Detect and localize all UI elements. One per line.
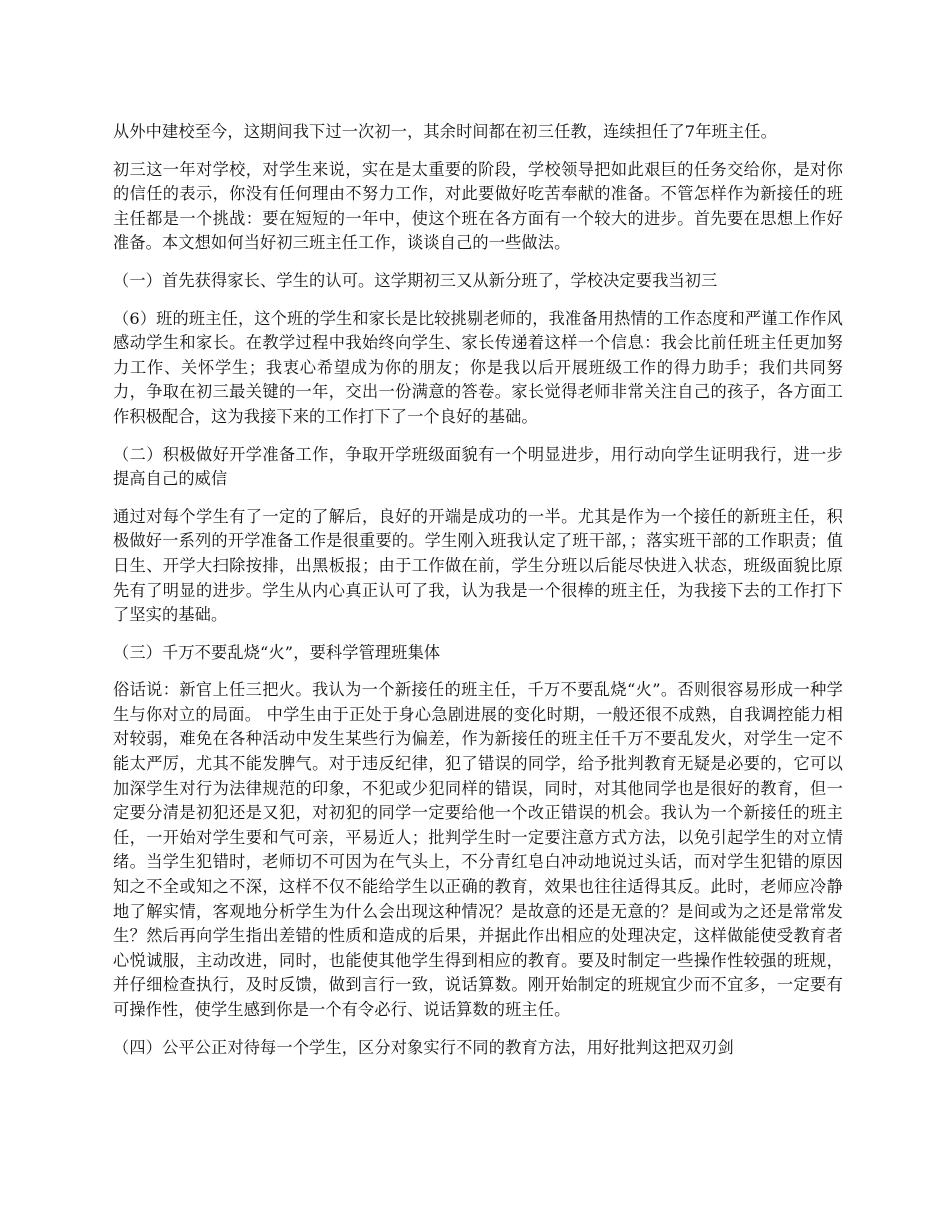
paragraph-preparation: 通过对每个学生有了一定的了解后，良好的开端是成功的一半。尤其是作为一个接任的新班主任，积极做好一系列的开学准备工作是很重要的。学生刚入班我认定了班干部，；落实班干部的工作职责；值日生、开学大扫除按排，出黑板报；由于工作做在前，学生分班以后能尽快进入状态，班级面貌比原先有了明显的进步。学生从内心真正认可了我，认为我是一个很棒的班主任，为我接下去的工作打下了坚实的基础。 [113, 506, 843, 625]
paragraph-grade-three-importance: 初三这一年对学校，对学生来说，实在是太重要的阶段，学校领导把如此艰巨的任务交给你，是对你的信任的表示，你没有任何理由不努力工作，对此要做好吃苦奉献的准备。不管怎样作为新接任的班主任都是一个挑战：要在短短的一年中，使这个班在各方面有一个较大的进步。首先要在思想上作好准备。本文想如何当好初三班主任工作，谈谈自己的一些做法。 [113, 159, 843, 253]
document-body [113, 120, 843, 1073]
section-heading-1: （一）首先获得家长、学生的认可。这学期初三又从新分班了，学校决定要我当初三 [113, 270, 718, 290]
paragraph-intro: 从外中建校至今，这期间我下过一次初一，其余时间都在初三任教，连续担任了7年班主任。 [113, 122, 777, 141]
paragraph-class-management: 俗话说：新官上任三把火。我认为一个新接任的班主任，千万不要乱烧“火”。否则很容易形成一种学生与你对立的局面。 中学生由于正处于身心急剧进展的变化时期，一般还很不成熟，自我调控能力相对较弱，难免在各种活动中发生某些行为偏差，作为新接任的班主任千万不要乱发火，对学生一定不能太严厉，尤其不能发脾气。对于违反纪律，犯了错误的同学，给予批判教育无疑是必要的，它可以加深学生对行为法律规范的印象，不犯或少犯同样的错误，同时，对其他同学也是很好的教育，但一定要分清是初犯还是又犯，对初犯的同学一定要给他一个改正错误的机会。我认为一个新接任的班主任，一开始对学生要和气可亲，平易近人；批判学生时一定要注意方式方法，以免引起学生的对立情绪。当学生犯错时，老师切不可因为在气头上，不分青红皂白冲动地说过头话，而对学生犯错的原因知之不全或知之不深，这样不仅不能给学生以正确的教育，效果也往往适得其反。此时，老师应冷静地了解实情，客观地分析学生为什么会出现这种情况？是故意的还是无意的？是间或为之还是常常发生？然后再向学生指出差错的性质和造成的后果，并据此作出相应的处理决定，这样做能使受教育者心悦诚服，主动改进，同时，也能使其他学生得到相应的教育。要及时制定一些操作性较强的班规，并仔细检查执行，及时反馈，做到言行一致，说话算数。刚开始制定的班规宜少而不宜多，一定要有可操作性，使学生感到你是一个有令必行、说话算数的班主任。 [113, 680, 843, 1019]
section-heading-2: （二）积极做好开学准备工作，争取开学班级面貌有一个明显进步，用行动向学生证明我行，进一步提高自己的威信 [113, 444, 843, 489]
section-heading-4: （四）公平公正对待每一个学生，区分对象实行不同的教育方法，用好批判这把双刃剑 [113, 1037, 734, 1057]
paragraph-class-6: （6）班的班主任，这个班的学生和家长是比较挑剔老师的，我准备用热情的工作态度和严谨工作作风感动学生和家长。在教学过程中我始终向学生、家长传递着这样一个信息：我会比前任班主任更加努力工作、关怀学生；我衷心希望成为你的朋友；你是我以后开展班级工作的得力助手；我们共同努力，争取在初三最关键的一年，交出一份满意的答卷。家长觉得老师非常关注自己的孩子，各方面工作积极配合，这为我接下来的工作打下了一个良好的基础。 [113, 308, 843, 426]
section-heading-3: （三）千万不要乱烧“火”，要科学管理班集体 [113, 642, 441, 662]
